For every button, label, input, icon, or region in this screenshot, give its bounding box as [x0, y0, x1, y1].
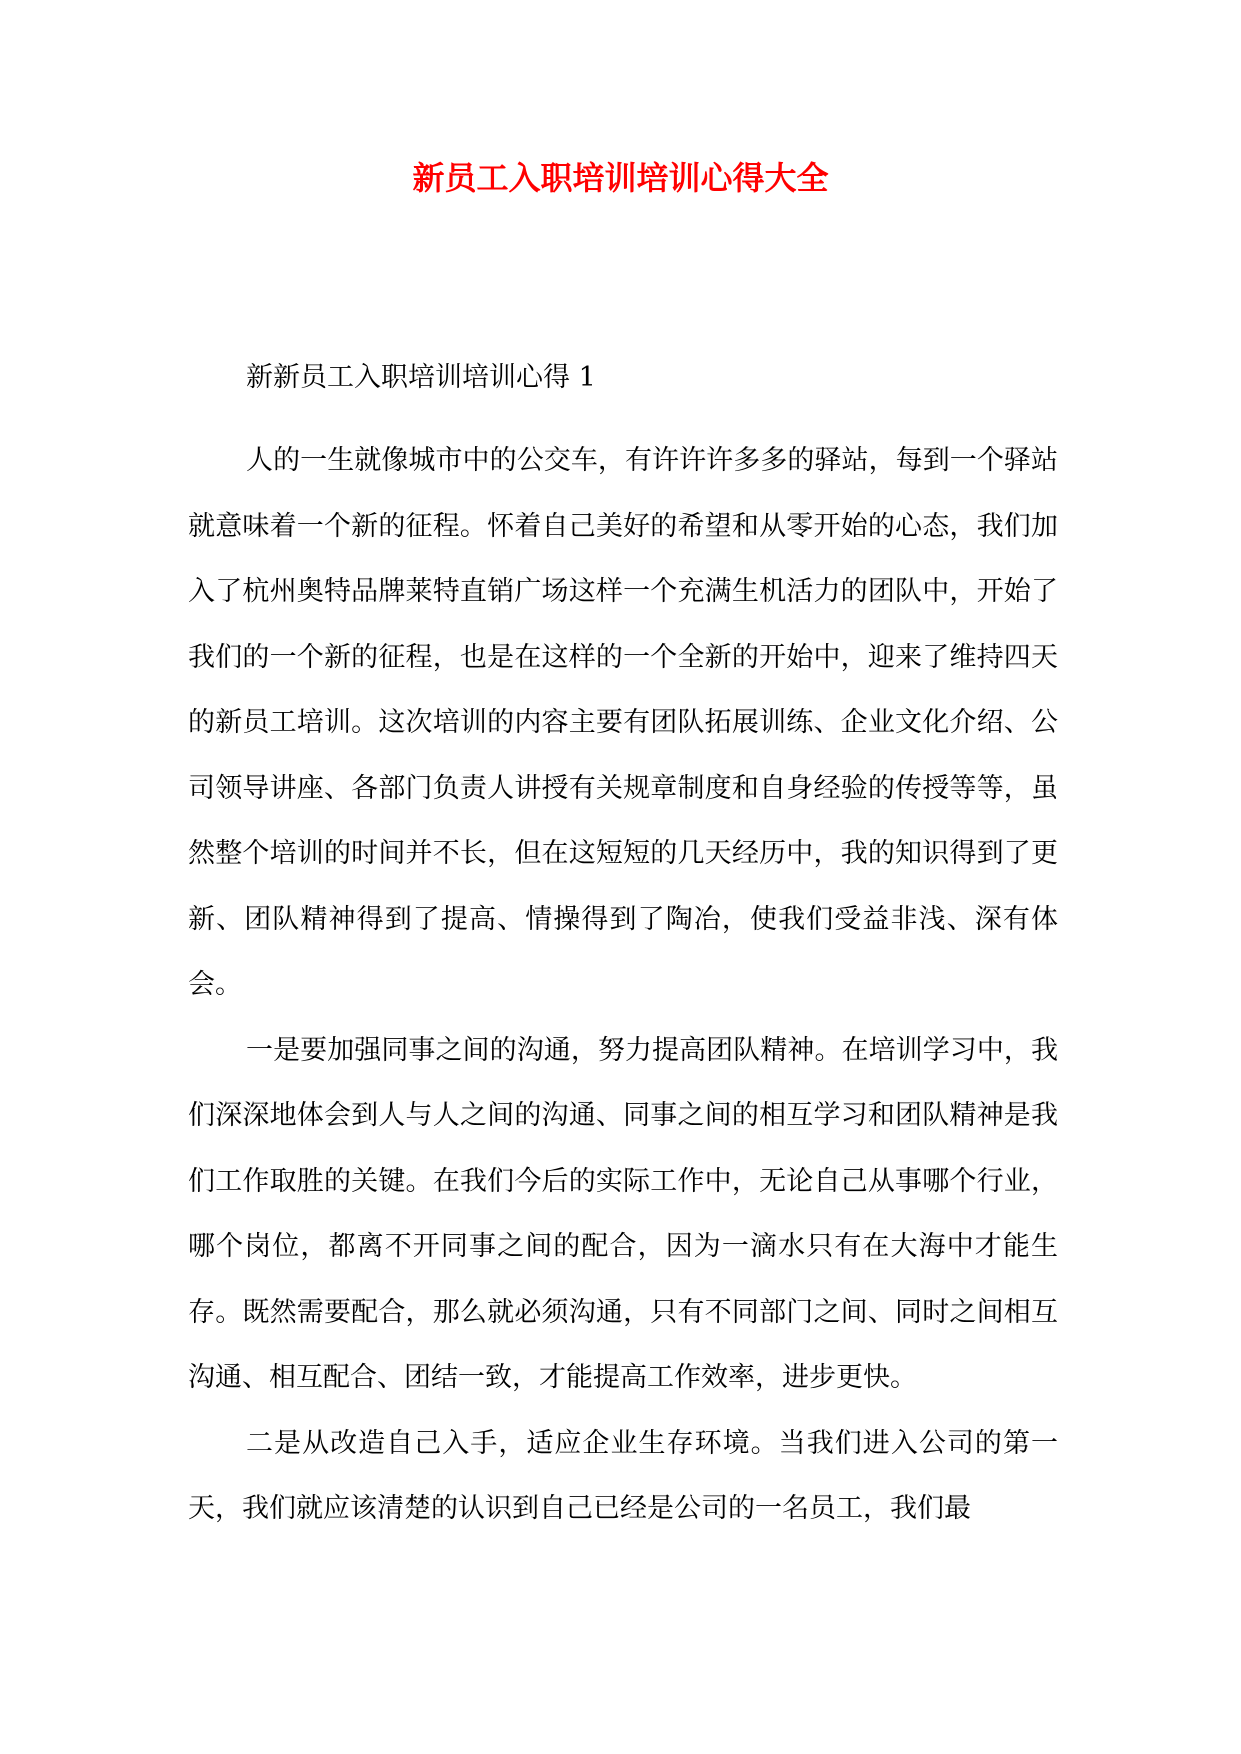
section-heading: 新新员工入职培训培训心得 1: [246, 362, 596, 393]
paragraph-3: 二是从改造自己入手，适应企业生存环境。当我们进入公司的第一天，我们就应该清楚的认识到自己已经是公司的一名员工，我们最: [188, 1427, 1058, 1524]
paragraph-1: 人的一生就像城市中的公交车，有许许许多多的驿站，每到一个驿站就意味着一个新的征程。怀着自己美好的希望和从零开始的心态，我们加入了杭州奥特品牌莱特直销广场这样一个充满生机活力的团队中，开始了我们的一个新的征程，也是在这样的一个全新的开始中，迎来了维持四天的新员工培训。这次培训的内容主要有团队拓展训练、企业文化介绍、公司领导讲座、各部门负责人讲授有关规章制度和自身经验的传授等等，虽然整个培训的时间并不长，但在这短短的几天经历中，我的知识得到了更新、团队精神得到了提高、情操得到了陶冶，使我们受益非浅、深有体会。: [188, 445, 1058, 1000]
document-title: 新员工入职培训培训心得大全: [412, 159, 829, 197]
paragraph-2: 一是要加强同事之间的沟通，努力提高团队精神。在培训学习中，我们深深地体会到人与人之间的沟通、同事之间的相互学习和团队精神是我们工作取胜的关键。在我们今后的实际工作中，无论自己从事哪个行业，哪个岗位，都离不开同事之间的配合，因为一滴水只有在大海中才能生存。既然需要配合，那么就必须沟通，只有不同部门之间、同时之间相互沟通、相互配合、团结一致，才能提高工作效率，进步更快。: [188, 1034, 1058, 1393]
document-body: [188, 356, 1058, 1542]
